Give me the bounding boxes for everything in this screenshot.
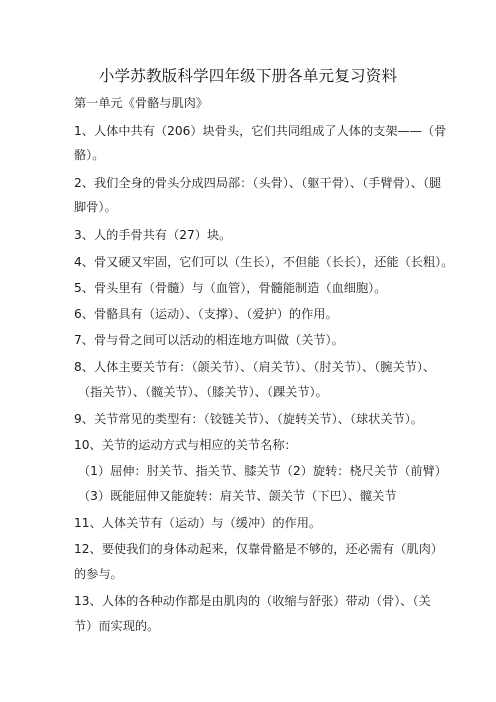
text-line: 5、骨头里有（骨髓）与（血管），骨髓能制造（血细胞）。: [74, 281, 387, 295]
text-line: 12、要使我们的身体动起来，仅靠骨骼是不够的，还必需有（肌肉）: [74, 542, 443, 556]
text-line: 11、人体关节有（运动）与（缓冲）的作用。: [74, 516, 322, 530]
text-line: 的参与。: [74, 567, 123, 581]
text-line: （1）屈伸：肘关节、指关节、膝关节（2）旋转：桡尺关节（前臂）: [78, 464, 447, 478]
text-line: 1、人体中共有（206）块骨头，它们共同组成了人体的支架——（骨: [74, 124, 447, 138]
text-line: 3、人的手骨共有（27）块。: [74, 228, 232, 242]
text-line: 脚骨）。: [74, 200, 117, 214]
text-line: 9、关节常见的类型有：（铰链关节）、（旋转关节）、（球状关节）。: [74, 412, 423, 426]
text-line: 节）而实现的。: [74, 619, 160, 633]
text-line: 6、骨骼具有（运动）、（支撑）、（爱护）的作用。: [74, 307, 338, 321]
text-line: （3）既能屈伸又能旋转：肩关节、颌关节（下巴）、髋关节: [78, 489, 397, 503]
text-line: 骼）。: [74, 148, 105, 162]
text-line: 8、人体主要关节有：（颌关节）、（肩关节）、（肘关节）、（腕关节）、: [74, 360, 436, 374]
text-line: 4、骨又硬又牢固，它们可以（生长），不但能（长长），还能（长粗）。: [74, 255, 454, 269]
text-line: 13、人体的各种动作都是由肌肉的（收缩与舒张）带动（骨）、（关: [74, 594, 431, 608]
text-line: （指关节）、（髋关节）、（膝关节）、（踝关节）。: [78, 385, 328, 399]
text-line: 2、我们全身的骨头分成四局部：（头骨）、（躯干骨）、（手臂骨）、（腿: [74, 176, 442, 190]
unit-heading: 第一单元《骨骼与肌肉》: [74, 96, 209, 110]
document-title: 小学苏教版科学四年级下册各单元复习资料: [98, 67, 398, 85]
text-line: 7、骨与骨之间可以活动的相连地方叫做（关节）。: [74, 333, 344, 347]
text-line: 10、关节的运动方式与相应的关节名称：: [74, 438, 297, 452]
